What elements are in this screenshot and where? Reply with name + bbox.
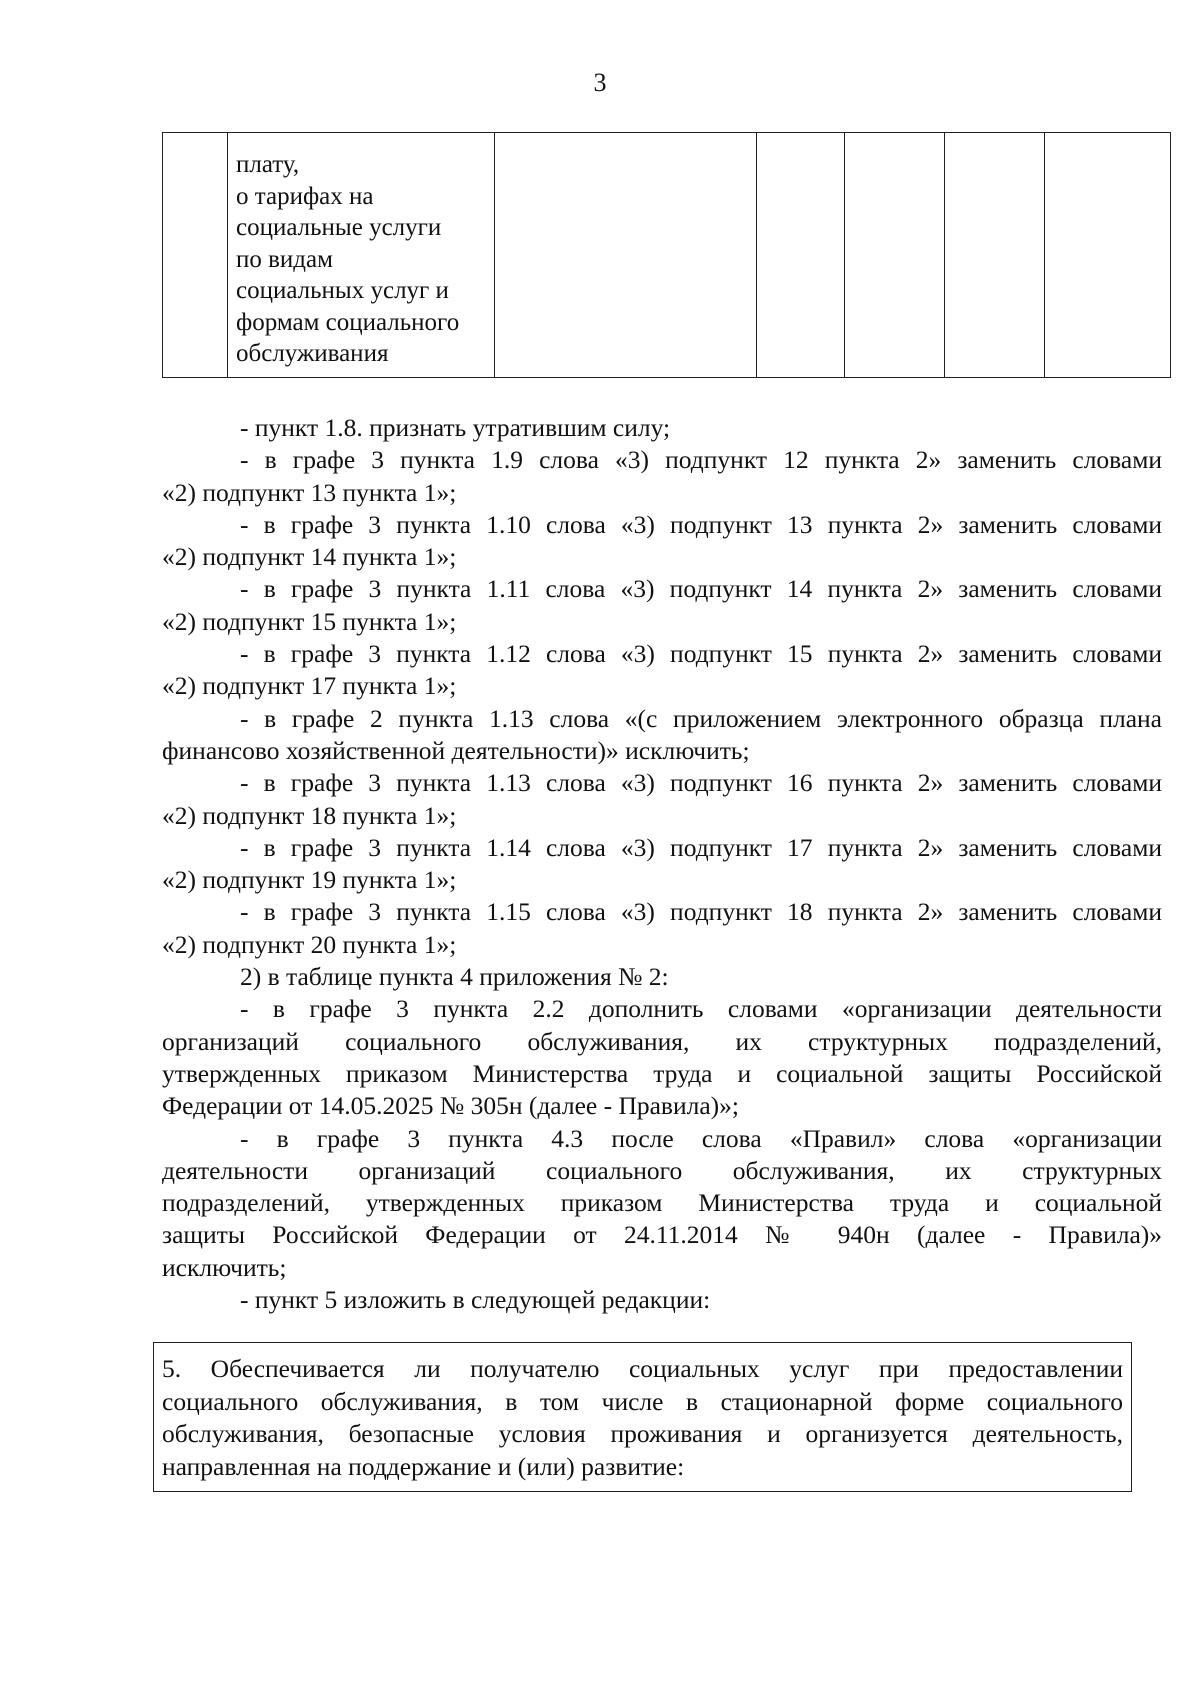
table-cell-text-content: плату, о тарифах на социальные услуги по видам социальных услуг и формам социального обслуживания	[236, 151, 460, 367]
table-cell-number	[163, 133, 228, 378]
quoted-item-box	[153, 1342, 1132, 1492]
text-line: организаций социального обслуживания, их структурных подразделений,	[162, 1026, 1162, 1056]
text-line: - в графе 2 пункта 1.13 слова «(с приложением электронного образца плана	[240, 703, 1162, 733]
box-text-line: направленная на поддержание и (или) развитие:	[162, 1451, 685, 1481]
text-line: «2) подпункт 13 пункта 1»;	[162, 477, 457, 507]
continuation-table	[162, 132, 1171, 378]
table-cell-empty	[757, 133, 845, 378]
text-line: - в графе 3 пункта 4.3 после слова «Правил» слова «организации	[240, 1123, 1162, 1153]
text-line: - в графе 3 пункта 1.15 слова «3) подпункт 18 пункта 2» заменить словами	[240, 897, 1162, 927]
text-line: «2) подпункт 18 пункта 1»;	[162, 800, 457, 830]
text-line: финансово хозяйственной деятельности)» исключить;	[162, 735, 750, 765]
table-cell-empty	[1045, 133, 1171, 378]
box-text-line: 5. Обеспечивается ли получателю социальных услуг при предоставлении	[162, 1354, 1123, 1383]
text-line: 2) в таблице пункта 4 приложения № 2:	[240, 962, 669, 992]
text-line: Федерации от 14.05.2025 № 305н (далее - Правила)»;	[162, 1091, 739, 1121]
text-line: - в графе 3 пункта 1.9 слова «3) подпункт 12 пункта 2» заменить словами	[240, 445, 1162, 475]
table-cell-empty	[945, 133, 1045, 378]
table-row	[163, 133, 1171, 378]
text-line: «2) подпункт 20 пункта 1»;	[162, 929, 457, 959]
text-line: «2) подпункт 19 пункта 1»;	[162, 865, 457, 895]
box-text-line: обслуживания, безопасные условия проживания и организуется деятельность,	[162, 1419, 1123, 1448]
text-line: исключить;	[162, 1252, 287, 1282]
text-line: - в графе 3 пункта 1.12 слова «3) подпункт 15 пункта 2» заменить словами	[240, 639, 1162, 669]
text-line: защиты Российской Федерации от 24.11.2014 № 940н (далее - Правила)»	[162, 1220, 1162, 1250]
text-line: подразделений, утвержденных приказом Министерства труда и социальной	[162, 1188, 1162, 1218]
amendment-text	[162, 412, 1162, 1316]
text-line: - пункт 1.8. признать утратившим силу;	[240, 413, 671, 442]
text-line: - в графе 3 пункта 1.14 слова «3) подпункт 17 пункта 2» заменить словами	[240, 832, 1162, 862]
text-line: «2) подпункт 14 пункта 1»;	[162, 542, 457, 572]
table-cell-empty	[495, 133, 757, 378]
text-line: - в графе 3 пункта 1.10 слова «3) подпункт 13 пункта 2» заменить словами	[240, 509, 1162, 539]
text-line: - в графе 3 пункта 2.2 дополнить словами «организации деятельности	[240, 994, 1162, 1024]
text-line: - пункт 5 изложить в следующей редакции:	[240, 1285, 711, 1315]
text-line: утвержденных приказом Министерства труда и социальной защиты Российской	[162, 1058, 1162, 1088]
text-line: деятельности организаций социального обслуживания, их структурных	[162, 1155, 1162, 1185]
table-cell-empty	[845, 133, 945, 378]
text-line: - в графе 3 пункта 1.13 слова «3) подпункт 16 пункта 2» заменить словами	[240, 768, 1162, 798]
box-text-line: социального обслуживания, в том числе в стационарной форме социального	[162, 1386, 1123, 1416]
text-line: - в графе 3 пункта 1.11 слова «3) подпункт 14 пункта 2» заменить словами	[240, 574, 1162, 604]
text-line: «2) подпункт 17 пункта 1»;	[162, 671, 457, 701]
page-number: 3	[593, 68, 607, 97]
table-cell-text	[228, 133, 495, 378]
text-line: «2) подпункт 15 пункта 1»;	[162, 606, 457, 636]
